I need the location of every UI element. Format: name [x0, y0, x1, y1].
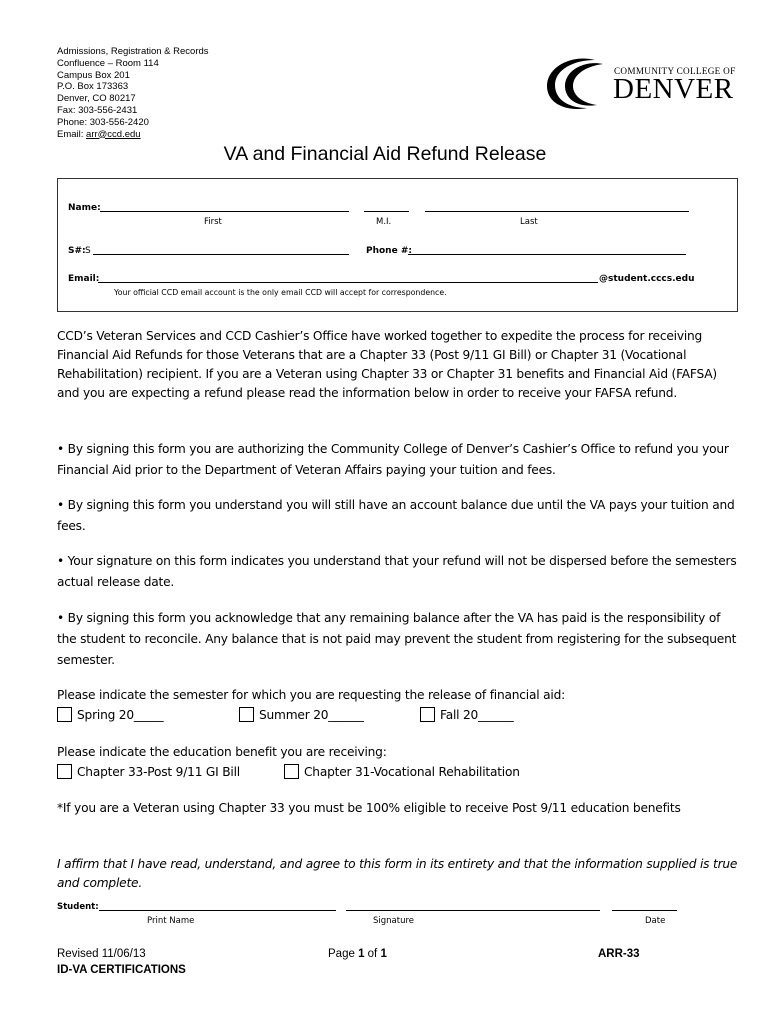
middle-initial-field[interactable] [364, 202, 409, 212]
fall-label: Fall 20______ [440, 707, 514, 722]
semester-question: Please indicate the semester for which you are requesting the release of financial aid: [57, 688, 566, 702]
bullet-responsibility: • By signing this form you acknowledge that any remaining balance after the VA has paid is the responsibility of the student to reconcile. Any balance that is not paid may prevent the student from registering for the subsequent semester. [57, 611, 737, 667]
signature-field[interactable] [346, 902, 600, 911]
date-caption: Date [645, 916, 666, 926]
summer-label: Summer 20______ [259, 707, 364, 722]
print-name-caption: Print Name [147, 916, 195, 926]
name-label: Name: [68, 203, 101, 213]
spring-checkbox[interactable] [57, 707, 72, 722]
address-line: Denver, CO 80217 [57, 93, 136, 105]
last-name-field[interactable] [425, 202, 689, 212]
logo-line2: DENVER [613, 73, 734, 105]
page-prefix: Page [328, 948, 359, 960]
address-line: Phone: 303-556-2420 [57, 116, 149, 128]
email-field[interactable] [98, 273, 598, 283]
address-line: Confluence – Room 114 [57, 57, 159, 69]
semester-spring[interactable] [57, 707, 163, 722]
page-number [328, 948, 387, 960]
benefit-ch33[interactable] [57, 764, 240, 779]
print-name-field[interactable] [99, 902, 336, 911]
first-name-field[interactable] [100, 202, 349, 212]
eligibility-note: *If you are a Veteran using Chapter 33 you must be 100% eligible to receive Post 9/11 education benefits [57, 801, 681, 815]
phone-field[interactable] [408, 245, 686, 255]
bullet-release-date: • Your signature on this form indicates you understand that your refund will not be dispersed before the semesters actual release date. [57, 554, 737, 589]
ccd-logo [543, 56, 738, 106]
office-address [57, 46, 209, 140]
spring-label: Spring 20_____ [77, 707, 164, 722]
address-line: Fax: 303-556-2431 [57, 104, 138, 116]
snum-field[interactable] [93, 245, 349, 255]
email-domain: @student.cccs.edu [599, 274, 695, 284]
date-field[interactable] [612, 902, 677, 911]
mi-caption: M.I. [376, 217, 392, 227]
form-code: ARR-33 [598, 948, 640, 960]
semester-summer[interactable] [239, 707, 364, 722]
benefit-ch31[interactable] [284, 764, 520, 779]
ch33-checkbox[interactable] [57, 764, 72, 779]
email-line [57, 129, 209, 141]
email-label: Email: [57, 128, 87, 140]
first-caption: First [204, 217, 222, 227]
email-field-label: Email: [68, 274, 100, 284]
address-line: Campus Box 201 [57, 69, 130, 81]
student-label: Student: [57, 902, 99, 912]
last-caption: Last [520, 217, 538, 227]
address-line: P.O. Box 173363 [57, 81, 129, 93]
logo-arc-icon [543, 56, 613, 112]
student-info-box [57, 178, 738, 312]
email-link[interactable]: arr@ccd.edu [86, 128, 141, 140]
affirmation-statement: I affirm that I have read, understand, and agree to this form in its entirety and that the information supplied is true and complete. [57, 857, 738, 890]
page-of: of [364, 948, 381, 960]
semester-fall[interactable] [420, 707, 513, 722]
snum-prefix: S [85, 246, 91, 256]
signature-caption: Signature [373, 916, 415, 926]
ch31-label: Chapter 31-Vocational Rehabilitation [304, 764, 520, 779]
ch31-checkbox[interactable] [284, 764, 299, 779]
intro-paragraph: CCD’s Veteran Services and CCD Cashier’s Office have worked together to expedite the process for receiving Financial Aid Refunds for those Veterans that are a Chapter 33 (Post 9/11 GI Bill) or Chapter 31 (Vocational Rehabilitation) recipient. If you are a Veteran using Chapter 33 or Chapter 31 benefits and Financial Aid (FAFSA) and you are expecting a refund please read the information below in order to receive your FAFSA refund. [57, 329, 717, 400]
page-total: 1 [380, 948, 387, 960]
revised-date: Revised 11/06/13 [57, 948, 146, 960]
address-line: Admissions, Registration & Records [57, 46, 209, 57]
logo-line1: COMMUNITY COLLEGE OF [614, 66, 736, 76]
email-note: Your official CCD email account is the only email CCD will accept for correspondence. [114, 288, 447, 297]
bullet-balance: • By signing this form you understand you will still have an account balance due until the VA pays your tuition and fees. [57, 498, 735, 533]
page-title: VA and Financial Aid Refund Release [223, 143, 547, 165]
page-current: 1 [358, 948, 365, 960]
form-id: ID-VA CERTIFICATIONS [57, 964, 186, 976]
bullet-authorize: • By signing this form you are authorizing the Community College of Denver’s Cashier’s Office to refund you your Financial Aid prior to the Department of Veteran Affairs paying your tuition and fees. [57, 442, 729, 477]
phone-label: Phone #: [366, 246, 412, 256]
snum-label: S#: [68, 246, 86, 256]
benefit-question: Please indicate the education benefit you are receiving: [57, 745, 387, 759]
summer-checkbox[interactable] [239, 707, 254, 722]
fall-checkbox[interactable] [420, 707, 435, 722]
ch33-label: Chapter 33-Post 9/11 GI Bill [77, 764, 240, 779]
